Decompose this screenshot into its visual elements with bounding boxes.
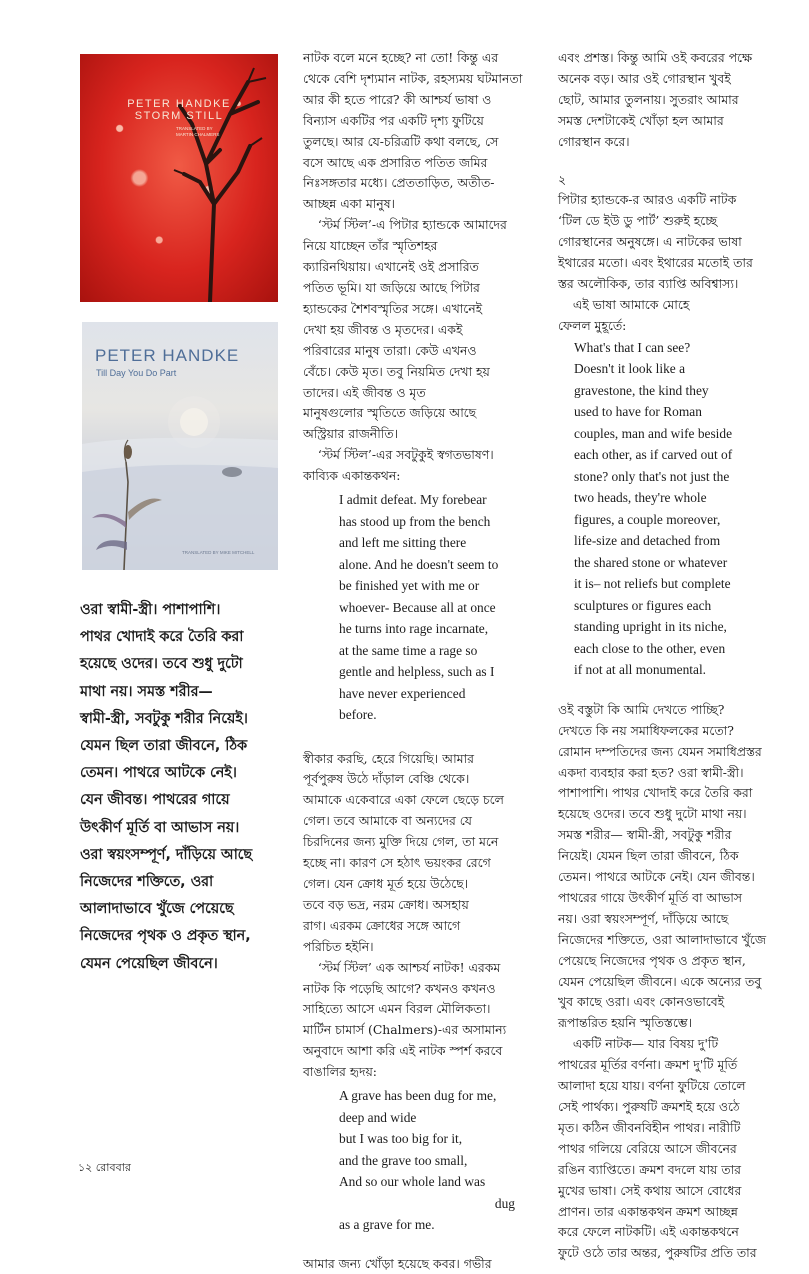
tree-silhouette — [80, 54, 278, 302]
verse-quote: A grave has been dug for me, deep and wide but I was too big for it, and the grave too small, And so our whole land was — [339, 1088, 497, 1190]
magazine-name: রোববার — [95, 1161, 131, 1174]
paragraph: পিটার হ্যান্ডকে-র আরও একটি নাটক ‘টিল ডে ইউ ডু পার্ট’ শুরুই হচ্ছে গোরস্থানের অনুষঙ্গে। এ নাটকের ভাষা ইথারের মতো। এবং ইথারের মতোই তার স্তর অলৌকিক, তার ব্যাপ্তি অবিশ্বাস্য। — [558, 192, 753, 292]
book-cover-storm-still — [80, 54, 278, 302]
article-column-2 — [303, 48, 531, 1274]
paragraph: নাটক বলে মনে হচ্ছে? না তো! কিন্তু এর থেকে বেশি দৃশ্যমান নাটক, রহস্যময় ঘটমানতা আর কী হতে পারে? কী আশ্চর্য ভাষা ও বিন্যাস একটির পর একটি দৃশ্য ফুটিয়ে তুলছে। আর যে-চরিত্রটি কথা বলছে, সে বসে আছে এক প্রসারিত পতিত জমির নিঃসঙ্গতার মধ্যে। প্রেততাড়িত, অতীত- আচ্ছন্ন একা মানুষ। — [303, 50, 523, 212]
verse-quote: dug — [494, 1195, 515, 1211]
cover-credit: TRANSLATED BY MARTIN CHALMERS — [176, 126, 220, 137]
cover-author: PETER HANDKE — [127, 98, 231, 110]
paragraph: স্বীকার করছি, হেরে গিয়েছি। আমার পূর্বপুরুষ উঠে দাঁড়াল বেঞ্চি থেকে। আমাকে একেবারে একা ফেলে ছেড়ে চলে গেল। তবে আমাকে বা অন্যদের যে চিরদিনের জন্য মুক্তি দিয়ে গেল, তা মনে হচ্ছে না। কারণ সে হঠাৎ ভয়ংকর রেগে গেল। যেন ক্রোধ মূর্ত হয়ে উঠেছে। তবে বড় ভদ্র, নরম ক্রোধ। অসহায় রাগ। এরকম ক্রোধের সঙ্গে আগে পরিচিত হইনি। — [303, 750, 504, 954]
verse-quote: I admit defeat. My forebear has stood up from the bench and left me sitting there alone. And he doesn't seem to be finished yet with me or whoever- Because all at once he turns into rage incarnate, at the same time a rage so gentle and helpless, such as I have never experienced before. — [339, 492, 499, 723]
page-footer — [78, 1159, 131, 1178]
verse-quote: as a grave for me. — [339, 1217, 435, 1233]
paragraph: ওই বস্তুটা কি আমি দেখতে পাচ্ছি? দেখতে কি নয় সমাধিফলকের মতো? রোমান দম্পতিদের জন্য যেমন সমাধিপ্রস্তর একদা ব্যবহার করা হত? ওরা স্বামী-স্ত্রী। পাশাপাশি। পাথর খোদাই করে তৈরি করা হয়েছে ওদের। তবে শুধু দুটো মাথা নয়। সমস্ত শরীর— স্বামী-স্ত্রী, সবটুকু শরীর নিয়েই। যেমন ছিল তারা জীবনে, ঠিক তেমন। পাথরে আটকে নেই। যেন জীবন্ত। পাথরের গায়ে উৎকীর্ণ মূর্তি বা আভাস নয়। ওরা স্বয়ংসম্পূর্ণ, দাঁড়িয়ে আছে নিজেদের শক্তিতে, ওরা আলাদাভাবে খুঁজে পেয়েছে নিজেদের পৃথক ও প্রকৃত স্থান, যেমন পেয়েছিল জীবনে। একে অন্যের তবু খুব কাছে ওরা। এবং কোনওভাবেই রূপান্তরিত হয়নি স্মৃতিস্তম্ভে। — [558, 701, 767, 1031]
page-number: ১২ — [78, 1161, 93, 1174]
paragraph: এই ভাষা আমাকে মোহে ফেলল মুহূর্তে: — [558, 296, 690, 333]
pull-quote: ওরা স্বামী-স্ত্রী। পাশাপাশি। পাথর খোদাই করে তৈরি করা হয়েছে ওদের। তবে শুধু দুটো মাথা নয়। সমস্ত শরীর— স্বামী-স্ত্রী, সবটুকু শরীর নিয়েই। যেমন ছিল তারা জীবনে, ঠিক তেমন। পাথরে আটকে নেই। যেন জীবন্ত। পাথরের গায়ে উৎকীর্ণ মূর্তি বা আভাস নয়। ওরা স্বয়ংসম্পূর্ণ, দাঁড়িয়ে আছে নিজেদের শক্তিতে, ওরা আলাদাভাবে খুঁজে পেয়েছে নিজেদের পৃথক ও প্রকৃত স্থান, যেমন পেয়েছিল জীবনে। — [80, 602, 253, 972]
cover-author: PETER HANDKE — [95, 346, 240, 365]
article-column-3 — [558, 48, 794, 1264]
paragraph: একটি নাটক— যার বিষয় দু'টি পাথরের মূর্তির বর্ণনা। ক্রমশ দু'টি মূর্তি আলাদা হয়ে যায়। বর্ণনা ফুটিয়ে তোলে সেই পার্থক্য। পুরুষটি ক্রমশই হয়ে ওঠে মৃত। কঠিন জীবনবিহীন পাথর। নারীটি পাথর গলিয়ে বেরিয়ে আসে জীবনের রঙিন ব্যাপ্তিতে। ক্রমশ বদলে যায় তার মুখের ভাষা। সেই কথায় আসে বোধের প্রাণন। তার একান্তকথন ক্রমশ আচ্ছন্ন করে ফেলে নাটকটি। এই একান্তকথনে ফুটে ওঠে তার অন্তর, পুরুষটির প্রতি তার — [558, 1036, 757, 1261]
paragraph: এবং প্রশস্ত। কিন্তু আমি ওই কবরের পক্ষে অনেক বড়। আর ওই গোরস্থান খুবই ছোট, আমার তুলনায়। সুতরাং আমার সমস্ত দেশটাকেই খোঁড়া হল আমার গোরস্থান করে। — [558, 50, 753, 149]
paragraph: ‘স্টর্ম স্টিল’-এর সবটুকুই স্বগতভাষণ। কাব্যিক একান্তকথন: — [303, 447, 494, 484]
verse-quote: What's that I can see? Doesn't it look like a gravestone, the kind they used to have for Roman couples, man and wife beside each other, as if carved out of stone? only that's not just the two heads, they're whole figures, a couple moreover, life-size and detached from the shared stone or whatever it is– not reliefs but complete sculptures or figures each standing upright in its niche, each close to the other, even if not at all monumental. — [574, 339, 733, 678]
paragraph: ‘স্টর্ম স্টিল’-এ পিটার হ্যান্ডকে আমাদের নিয়ে যাচ্ছেন তাঁর স্মৃতিশহর ক্যারিনথিয়ায়। এখানেই ওই প্রসারিত পতিত ভূমি। যা জড়িয়ে আছে পিটার হ্যান্ডকের শৈশবস্মৃতির সঙ্গে। এখানেই দেখা হয় জীবন্ত ও মৃতদের। একই পরিবারের মানুষ তারা। কেউ এখনও বেঁচে। কেউ মৃত। তবু নিয়মিত দেখা হয় তাদের। এই জীবন্ত ও মৃত মানুষগুলোর স্মৃতিতে জড়িয়ে আছে অস্ট্রিয়ার রাজনীতি। — [303, 217, 507, 442]
book-cover-till-day — [82, 322, 278, 570]
cover-credit: TRANSLATED BY MIKE MITCHELL — [182, 550, 255, 555]
paragraph: আমার জন্য খোঁড়া হয়েছে কবর। গভীর — [303, 1255, 492, 1271]
section-number: ২ — [558, 171, 567, 187]
paragraph: ‘স্টর্ম স্টিল’ এক আশ্চর্য নাটক! এরকম নাটক কি পড়েছি আগে? কখনও কখনও সাহিত্যে আসে এমন বিরল মৌলিকতা। মার্টিন চামার্স (Chalmers)-এর অসামান্য অনুবাদে আশা করি এই নাটক স্পর্শ করবে বাঙালির হৃদয়: — [303, 959, 507, 1080]
cover-title: STORM STILL — [134, 110, 224, 122]
cover-title: Till Day You Do Part — [96, 368, 177, 378]
